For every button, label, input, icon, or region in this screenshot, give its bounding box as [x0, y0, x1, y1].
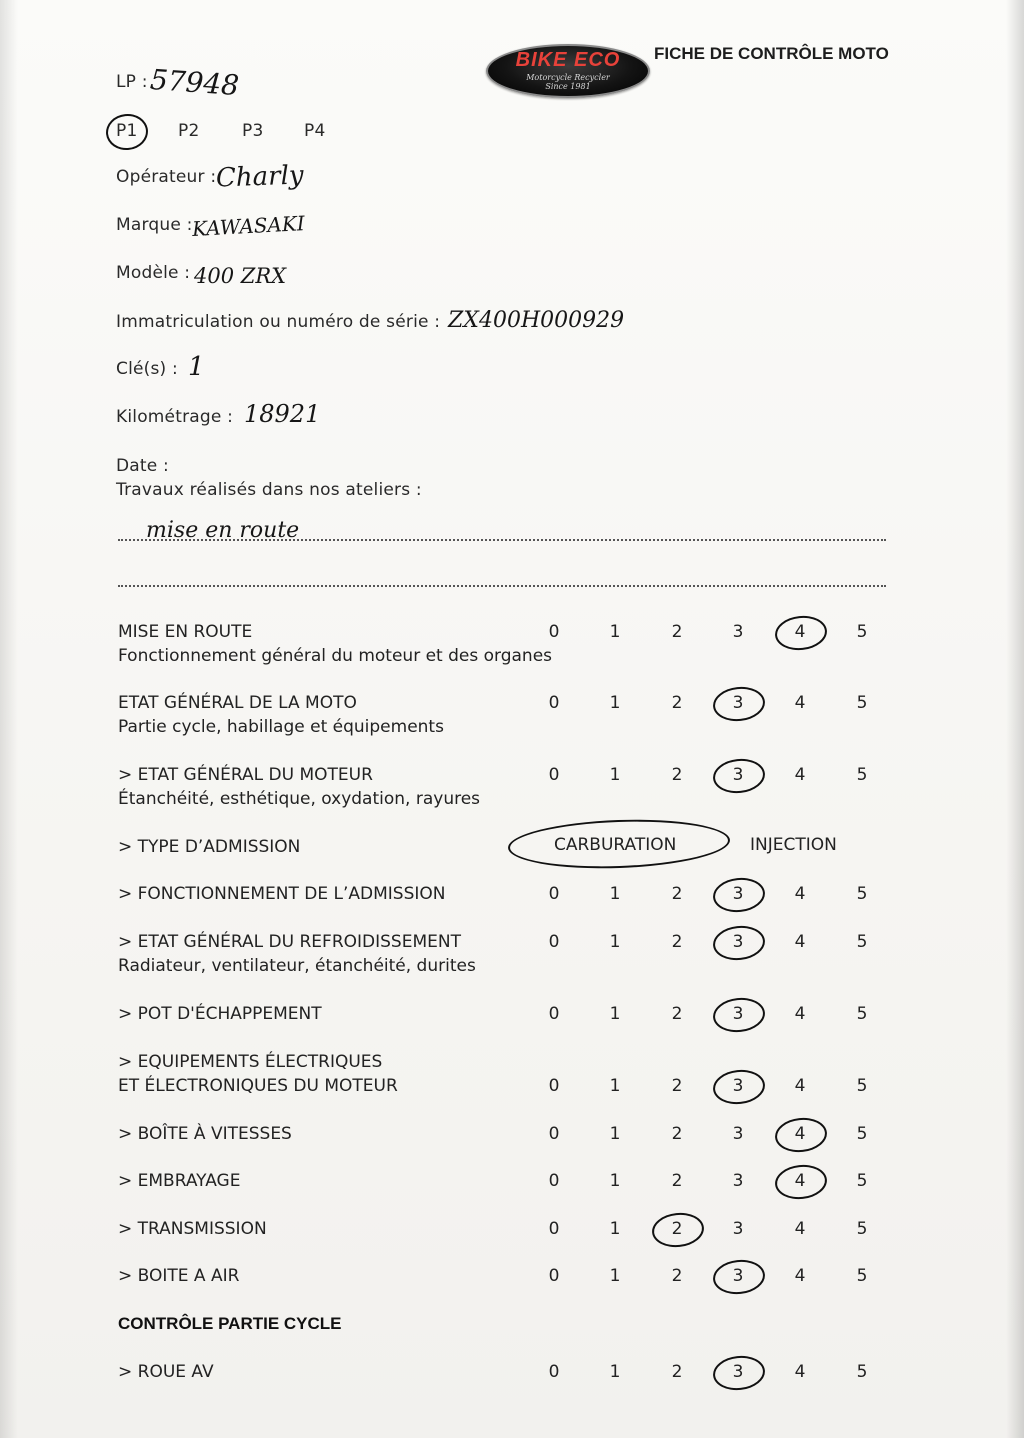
rating-selected-circle: [711, 1353, 766, 1392]
rating-option-2[interactable]: 2: [671, 1076, 683, 1096]
travaux-line1-value[interactable]: mise en route: [146, 518, 300, 543]
rating-selected-circle: [711, 756, 766, 795]
rating-option-2[interactable]: 2: [671, 1124, 683, 1144]
cles-value[interactable]: 1: [188, 352, 205, 382]
rating-option-4[interactable]: 4: [794, 622, 806, 642]
check-title: > ROUE AV: [118, 1362, 214, 1382]
rating-selected-circle: [711, 923, 766, 962]
rating-option-1[interactable]: 1: [609, 1219, 621, 1239]
rating-selected-circle: [773, 1115, 828, 1154]
rating-option-3[interactable]: 3: [732, 1266, 744, 1286]
rating-option-5[interactable]: 5: [856, 1266, 868, 1286]
rating-option-5[interactable]: 5: [856, 765, 868, 785]
rating-option-3[interactable]: 3: [732, 1004, 744, 1024]
rating-option-4[interactable]: 4: [794, 765, 806, 785]
rating-selected-circle: [773, 1162, 828, 1201]
modele-value[interactable]: 400 ZRX: [194, 264, 287, 288]
rating-option-4[interactable]: 4: [794, 1076, 806, 1096]
rating-option-1[interactable]: 1: [609, 1004, 621, 1024]
rating-option-0[interactable]: 0: [548, 765, 560, 785]
rating-option-5[interactable]: 5: [856, 884, 868, 904]
right-edge-shadow: [1006, 0, 1024, 1438]
rating-option-4[interactable]: 4: [794, 884, 806, 904]
rating-option-0[interactable]: 0: [548, 1124, 560, 1144]
logo-tagline: Motorcycle Recycler Since 1981: [526, 73, 610, 91]
date-label: Date :: [116, 456, 169, 476]
bike-eco-logo: [486, 44, 650, 98]
rating-option-0[interactable]: 0: [548, 1266, 560, 1286]
rating-selected-circle: [773, 613, 828, 652]
rating-option-4[interactable]: 4: [794, 1362, 806, 1382]
rating-option-0[interactable]: 0: [548, 1076, 560, 1096]
check-title: > POT D'ÉCHAPPEMENT: [118, 1004, 322, 1024]
rating-option-3[interactable]: 3: [732, 622, 744, 642]
check-subtitle: Fonctionnement général du moteur et des organes: [118, 646, 553, 666]
rating-option-1[interactable]: 1: [609, 1076, 621, 1096]
rating-option-5[interactable]: 5: [856, 932, 868, 952]
rating-option-1[interactable]: 1: [609, 884, 621, 904]
rating-option-5[interactable]: 5: [856, 622, 868, 642]
left-edge-shadow: [0, 0, 18, 1438]
admission-option-carburation[interactable]: CARBURATION: [554, 835, 677, 855]
logo-name: BIKE ECO: [515, 49, 621, 71]
check-title: > BOÎTE À VITESSES: [118, 1124, 292, 1144]
rating-option-4[interactable]: 4: [794, 1171, 806, 1191]
rating-option-4[interactable]: 4: [794, 1219, 806, 1239]
rating-option-1[interactable]: 1: [609, 622, 621, 642]
rating-option-1[interactable]: 1: [609, 765, 621, 785]
rating-option-1[interactable]: 1: [609, 1266, 621, 1286]
check-subtitle: Partie cycle, habillage et équipements: [118, 717, 444, 737]
check-title: > ETAT GÉNÉRAL DU MOTEUR: [118, 765, 373, 785]
check-title: ETAT GÉNÉRAL DE LA MOTO: [118, 693, 357, 713]
rating-option-4[interactable]: 4: [794, 1266, 806, 1286]
rating-option-0[interactable]: 0: [548, 884, 560, 904]
lp-label: LP :: [116, 72, 148, 92]
rating-option-5[interactable]: 5: [856, 693, 868, 713]
rating-option-2[interactable]: 2: [671, 1362, 683, 1382]
rating-option-1[interactable]: 1: [609, 693, 621, 713]
rating-selected-circle: [711, 1257, 766, 1296]
form-title: FICHE DE CONTRÔLE MOTO: [654, 44, 889, 63]
rating-selected-circle: [711, 875, 766, 914]
rating-option-3[interactable]: 3: [732, 1362, 744, 1382]
rating-option-3[interactable]: 3: [732, 693, 744, 713]
rating-option-1[interactable]: 1: [609, 1362, 621, 1382]
rating-option-0[interactable]: 0: [548, 932, 560, 952]
rating-option-3[interactable]: 3: [732, 1171, 744, 1191]
rating-option-0[interactable]: 0: [548, 1171, 560, 1191]
check-title: > BOITE A AIR: [118, 1266, 240, 1286]
rating-selected-circle: [711, 684, 766, 723]
rating-option-2[interactable]: 2: [671, 1219, 683, 1239]
travaux-line2[interactable]: [118, 585, 886, 587]
rating-selected-circle: [711, 995, 766, 1034]
rating-option-5[interactable]: 5: [856, 1362, 868, 1382]
travaux-line1[interactable]: [118, 539, 886, 541]
check-title: > EMBRAYAGE: [118, 1171, 241, 1191]
rating-option-0[interactable]: 0: [548, 1004, 560, 1024]
rating-option-5[interactable]: 5: [856, 1171, 868, 1191]
rating-option-0[interactable]: 0: [548, 1219, 560, 1239]
rating-option-3[interactable]: 3: [732, 932, 744, 952]
rating-option-2[interactable]: 2: [671, 1004, 683, 1024]
marque-value[interactable]: KAWASAKI: [191, 211, 306, 241]
rating-option-4[interactable]: 4: [794, 1124, 806, 1144]
rating-option-5[interactable]: 5: [856, 1124, 868, 1144]
operateur-label: Opérateur :: [116, 167, 217, 187]
km-value[interactable]: 18921: [244, 400, 321, 428]
rating-option-4[interactable]: 4: [794, 693, 806, 713]
rating-option-4[interactable]: 4: [794, 1004, 806, 1024]
rating-option-2[interactable]: 2: [671, 693, 683, 713]
rating-option-2[interactable]: 2: [671, 884, 683, 904]
marque-label: Marque :: [116, 215, 193, 235]
rating-option-0[interactable]: 0: [548, 693, 560, 713]
admission-title: > TYPE D’ADMISSION: [118, 837, 301, 857]
cles-label: Clé(s) :: [116, 359, 178, 379]
rating-option-3[interactable]: 3: [732, 1124, 744, 1144]
rating-option-3[interactable]: 3: [732, 884, 744, 904]
rating-option-3[interactable]: 3: [732, 765, 744, 785]
rating-option-4[interactable]: 4: [794, 932, 806, 952]
modele-label: Modèle :: [116, 263, 191, 283]
position-selected-circle: [104, 112, 150, 152]
lp-value[interactable]: 57948: [148, 62, 241, 103]
check-title: MISE EN ROUTE: [118, 622, 253, 642]
travaux-label: Travaux réalisés dans nos ateliers :: [116, 480, 422, 500]
rating-option-1[interactable]: 1: [609, 932, 621, 952]
rating-option-2[interactable]: 2: [671, 932, 683, 952]
rating-selected-circle: [711, 1067, 766, 1106]
rating-option-3[interactable]: 3: [732, 1219, 744, 1239]
position-p1[interactable]: P1: [116, 121, 138, 141]
section-cycle-title: CONTRÔLE PARTIE CYCLE: [118, 1314, 342, 1333]
rating-option-1[interactable]: 1: [609, 1171, 621, 1191]
immat-value[interactable]: ZX400H000929: [448, 308, 625, 333]
check-title: > ETAT GÉNÉRAL DU REFROIDISSEMENT: [118, 932, 461, 952]
rating-option-0[interactable]: 0: [548, 622, 560, 642]
check-subtitle: ET ÉLECTRONIQUES DU MOTEUR: [118, 1076, 398, 1096]
position-p2[interactable]: P2: [178, 121, 200, 141]
immat-label: Immatriculation ou numéro de série :: [116, 312, 441, 332]
check-title: > TRANSMISSION: [118, 1219, 267, 1239]
position-p3[interactable]: P3: [242, 121, 264, 141]
rating-option-5[interactable]: 5: [856, 1219, 868, 1239]
rating-option-2[interactable]: 2: [671, 622, 683, 642]
rating-option-1[interactable]: 1: [609, 1124, 621, 1144]
rating-option-5[interactable]: 5: [856, 1004, 868, 1024]
check-title: > EQUIPEMENTS ÉLECTRIQUES: [118, 1052, 383, 1072]
rating-option-5[interactable]: 5: [856, 1076, 868, 1096]
check-subtitle: Étanchéité, esthétique, oxydation, rayures: [118, 789, 481, 809]
operateur-value[interactable]: Charly: [215, 160, 305, 194]
check-subtitle: Radiateur, ventilateur, étanchéité, durites: [118, 956, 476, 976]
check-title: > FONCTIONNEMENT DE L’ADMISSION: [118, 884, 446, 904]
rating-option-2[interactable]: 2: [671, 765, 683, 785]
rating-option-2[interactable]: 2: [671, 1266, 683, 1286]
rating-selected-circle: [650, 1210, 705, 1249]
admission-option-injection[interactable]: INJECTION: [750, 835, 837, 855]
position-p4[interactable]: P4: [304, 121, 326, 141]
km-label: Kilométrage :: [116, 407, 234, 427]
rating-option-0[interactable]: 0: [548, 1362, 560, 1382]
rating-option-3[interactable]: 3: [732, 1076, 744, 1096]
rating-option-2[interactable]: 2: [671, 1171, 683, 1191]
